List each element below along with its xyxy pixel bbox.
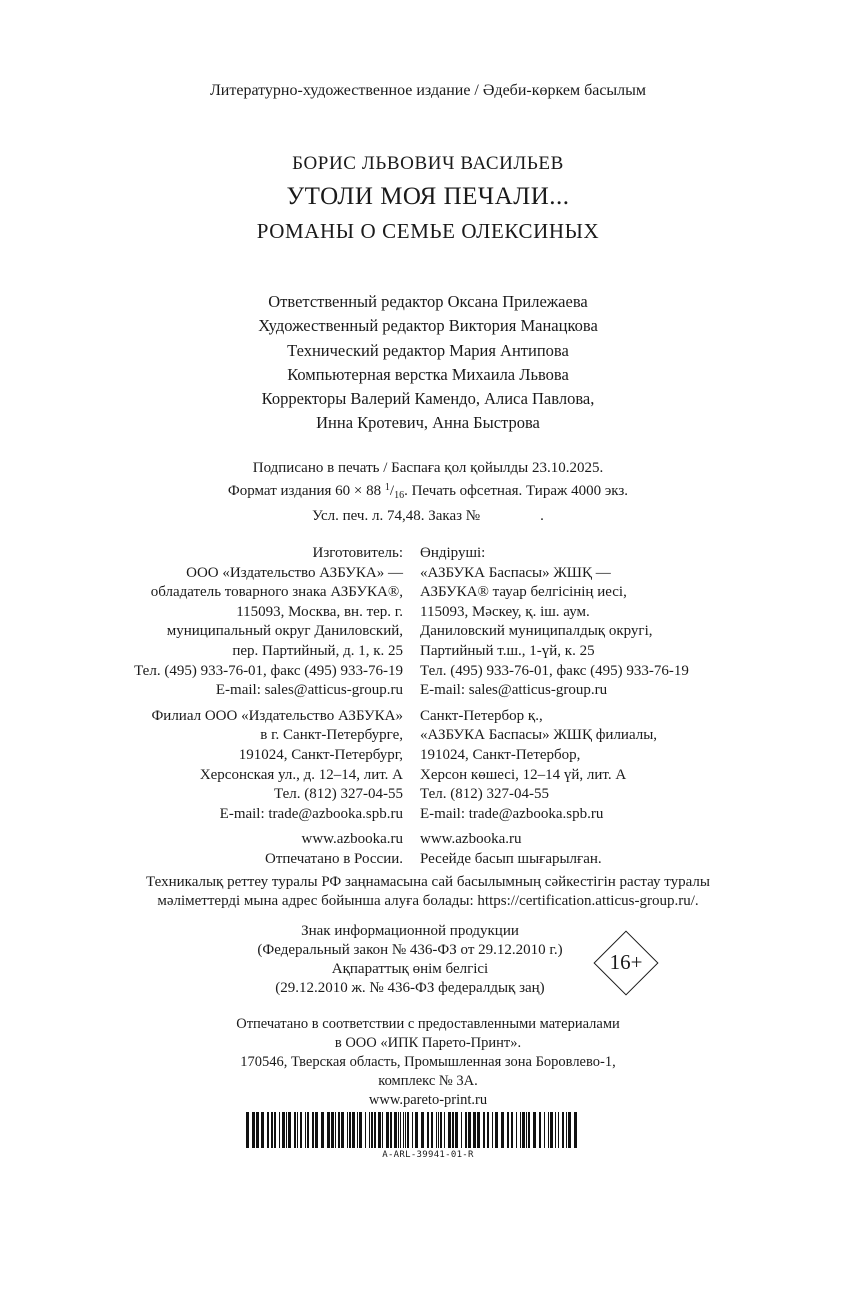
manufacturer-line: ООО «Издательство АЗБУКА» —	[186, 564, 403, 581]
manufacturer-line: 115093, Мәскеу, қ. іш. аум.	[420, 603, 590, 620]
edition-type: Литературно-художественное издание / Әдеби-көркем басылым	[209, 82, 647, 99]
sheets-order: Усл. печ. л. 74,48. Заказ № .	[312, 508, 544, 524]
website-kz: www.azbooka.ru	[420, 831, 522, 848]
manufacturer-line: Тел. (495) 933-76-01, факс (495) 933-76-19	[420, 662, 689, 679]
printed-in-ru: Отпечатано в России.	[265, 850, 403, 867]
branch-line: в г. Санкт-Петербурге,	[260, 727, 403, 744]
branch-line: Херсон көшесі, 12–14 үй, лит. А	[420, 766, 627, 783]
printer-line: 170546, Тверская область, Промышленная зона Боровлево-1,	[240, 1054, 616, 1070]
branch-line: Херсонская ул., д. 12–14, лит. А	[199, 766, 403, 783]
manufacturer-line: муниципальный округ Даниловский,	[166, 623, 403, 640]
manufacturer-line: E-mail: sales@atticus-group.ru	[420, 682, 608, 699]
manufacturer-kz	[420, 544, 689, 870]
branch-line: Филиал ООО «Издательство АЗБУКА»	[151, 707, 403, 724]
manufacturer-line: Өндіруші:	[420, 545, 486, 561]
info-sign-line: Ақпараттық өнім белгісі	[331, 961, 489, 977]
branch-line: 191024, Санкт-Петербург,	[238, 746, 403, 763]
format-slash: /	[389, 483, 395, 499]
format-denominator: 16	[394, 490, 405, 501]
manufacturer-line: «АЗБУКА Баспасы» ЖШҚ —	[420, 564, 611, 581]
manufacturer-line: Изготовитель:	[312, 545, 403, 561]
branch-line: Тел. (812) 327-04-55	[274, 786, 403, 803]
manufacturer-line: 115093, Москва, вн. тер. г.	[236, 603, 403, 620]
signed-date: Подписано в печать / Баспаға қол қойылды 23.10.2025.	[252, 460, 604, 476]
cert-line: Техникалық реттеу туралы РФ заңнамасына сай басылымның сәйкестігін растау туралы	[146, 874, 710, 890]
printer-line: в ООО «ИПК Парето-Принт».	[334, 1035, 522, 1051]
age-rating-badge	[593, 930, 659, 996]
author-name: БОРИС ЛЬВОВИЧ ВАСИЛЬЕВ	[292, 153, 564, 174]
manufacturer-line: пер. Партийный, д. 1, к. 25	[232, 642, 403, 659]
printer-info	[0, 1015, 856, 1110]
credit-line: Технический редактор Мария Антипова	[287, 340, 569, 360]
manufacturer-line: Партийный т.ш., 1-үй, к. 25	[420, 642, 595, 659]
book-subtitle: РОМАНЫ О СЕМЬЕ ОЛЕКСИНЫХ	[256, 219, 600, 243]
branch-line: Тел. (812) 327-04-55	[420, 786, 549, 803]
manufacturer-line: Даниловский муниципалдық округі,	[420, 623, 653, 640]
age-rating-label: 16+	[609, 950, 643, 974]
format-numerator: 1	[384, 482, 390, 493]
info-sign-line: (29.12.2010 ж. № 436-ФЗ федералдық заң)	[275, 980, 545, 996]
certification-note	[0, 873, 856, 911]
print-info	[0, 458, 856, 526]
info-sign-line: (Федеральный закон № 436-ФЗ от 29.12.2010 г.)	[257, 942, 563, 958]
credit-line: Художественный редактор Виктория Манацкова	[258, 316, 598, 336]
printer-line: комплекс № 3А.	[378, 1073, 478, 1089]
barcode-image	[246, 1112, 578, 1150]
format-line	[0, 478, 856, 506]
format-suffix: . Печать офсетная. Тираж 4000 экз.	[404, 483, 629, 499]
book-title: УТОЛИ МОЯ ПЕЧАЛИ...	[286, 183, 570, 210]
branch-line: «АЗБУКА Баспасы» ЖШҚ филиалы,	[420, 727, 658, 744]
printer-line: www.pareto-print.ru	[368, 1092, 488, 1108]
branch-line: Санкт-Петербор қ.,	[420, 707, 543, 724]
branch-line: E-mail: trade@azbooka.spb.ru	[420, 805, 604, 822]
printer-line: Отпечатано в соответствии с предоставленными материалами	[236, 1016, 620, 1032]
credits-block	[0, 290, 856, 436]
info-sign-line: Знак информационной продукции	[301, 923, 519, 939]
manufacturer-line: АЗБУКА® тауар белгісінің иесі,	[420, 584, 627, 601]
barcode-text: A-ARL-39941-01-R	[382, 1150, 474, 1160]
info-sign-text	[0, 922, 820, 998]
manufacturer-ru	[134, 544, 403, 870]
printed-in-kz: Ресейде басып шығарылған.	[420, 850, 602, 867]
branch-line: E-mail: trade@azbooka.spb.ru	[219, 805, 403, 822]
manufacturer-line: E-mail: sales@atticus-group.ru	[215, 682, 403, 699]
manufacturer-line: обладатель товарного знака АЗБУКА®,	[150, 584, 403, 601]
credit-line: Ответственный редактор Оксана Прилежаева	[268, 292, 588, 311]
website-ru: www.azbooka.ru	[301, 831, 403, 848]
cert-line: мәліметтерді мына адрес бойынша алуға болады: https://certification.atticus-group.ru/.	[157, 893, 699, 909]
manufacturer-line: Тел. (495) 933-76-01, факс (495) 933-76-19	[134, 662, 403, 679]
credit-line: Компьютерная верстка Михаила Львова	[287, 364, 569, 384]
branch-line: 191024, Санкт-Петербор,	[420, 746, 581, 763]
format-prefix: Формат издания 60 × 88	[227, 483, 385, 499]
credit-line: Инна Кротевич, Анна Быстрова	[316, 413, 540, 433]
credit-line: Корректоры Валерий Камендо, Алиса Павлова,	[261, 389, 595, 409]
